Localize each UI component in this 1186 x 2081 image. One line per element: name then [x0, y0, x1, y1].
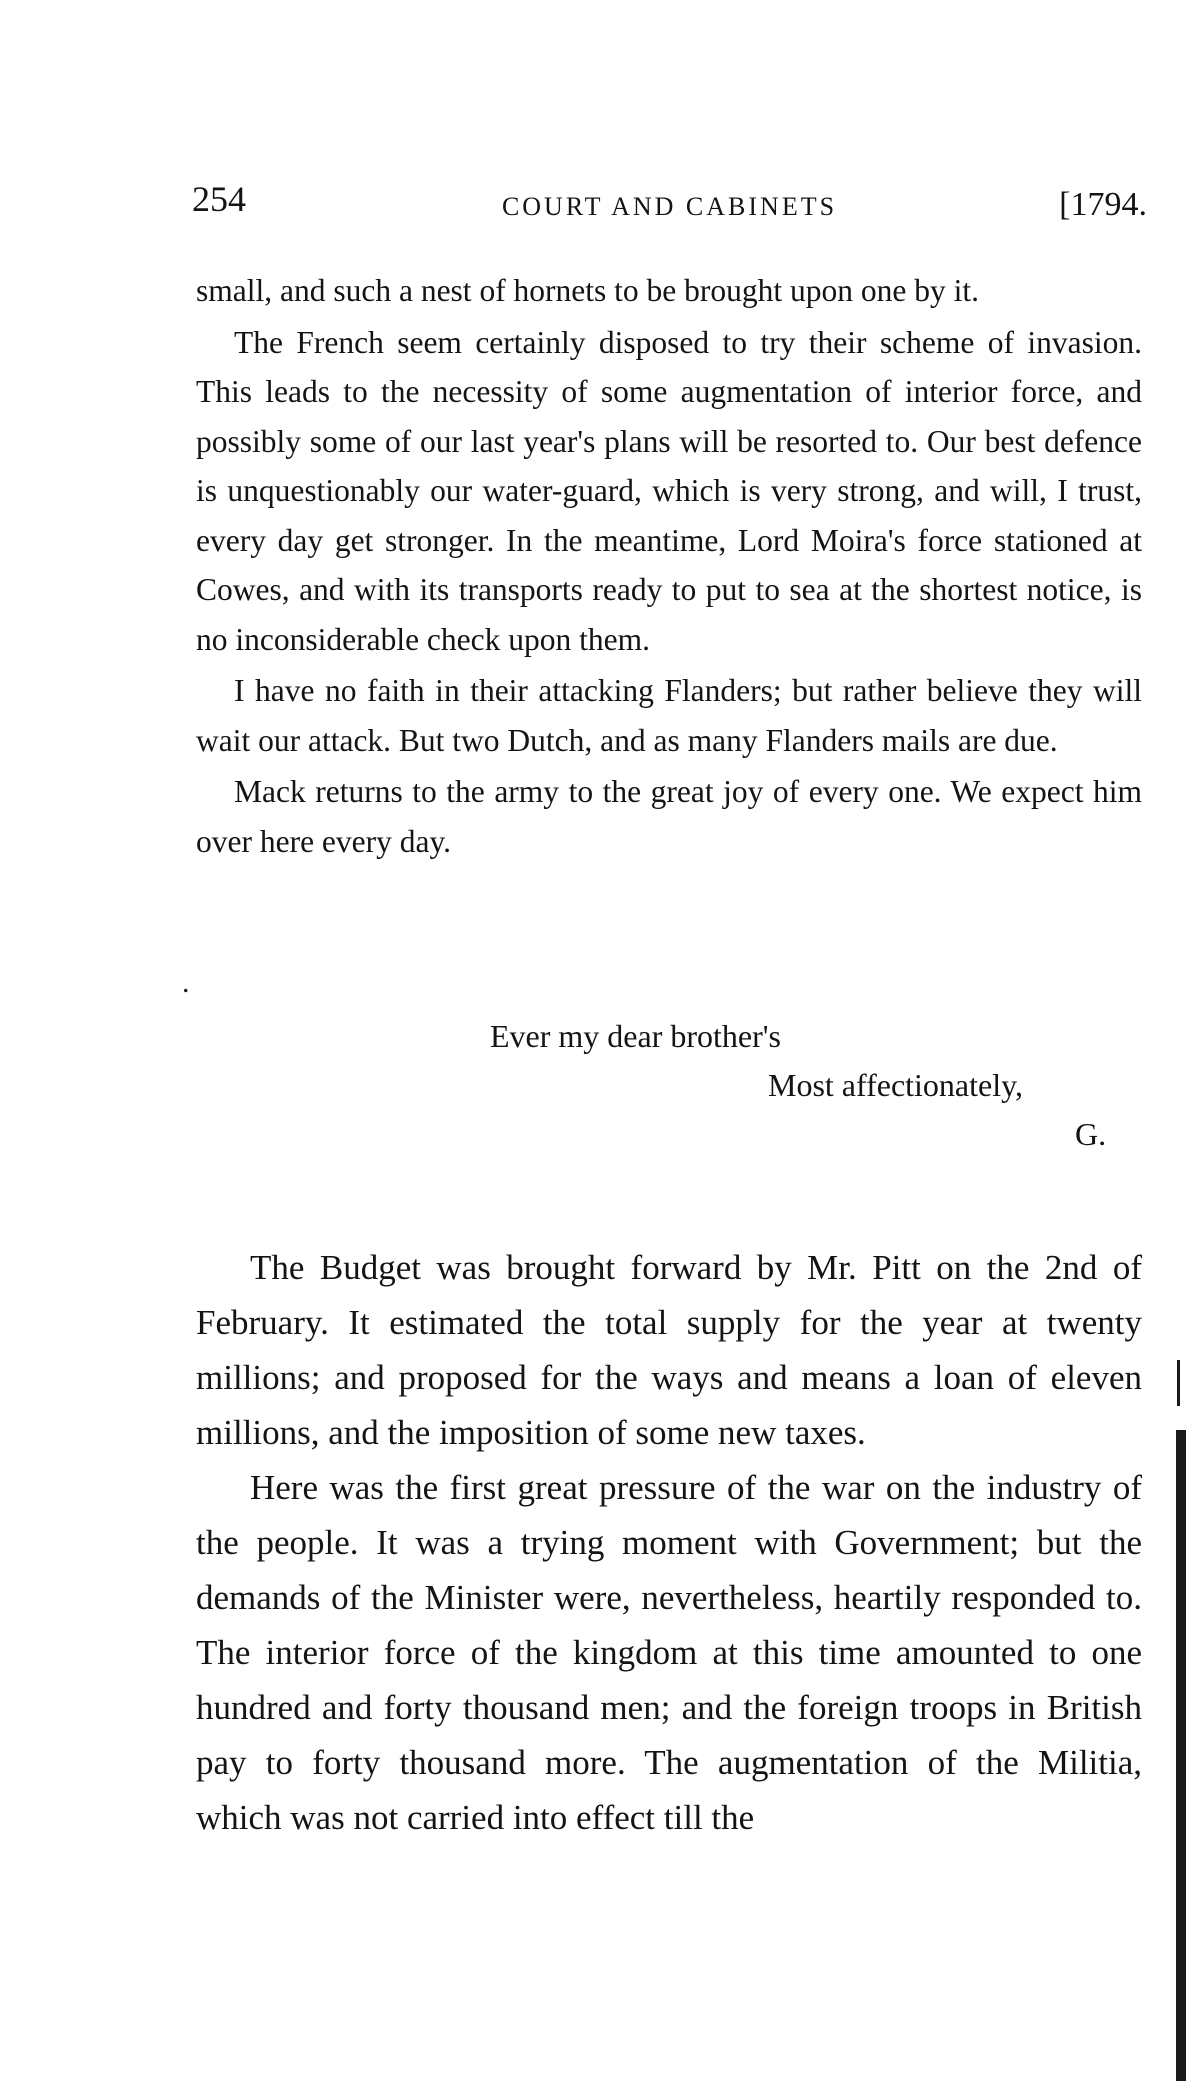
narrative-paragraph-1: The Budget was brought forward by Mr. Pitt on the 2nd of February. It estimated the total supply for the year at twenty millions; and proposed for the ways and means a loan of eleven millions, and the imposition of some new taxes. [196, 1248, 1142, 1452]
page-header [192, 178, 1147, 228]
letter-paragraph-4: Mack returns to the army to the great joy of every one. We expect him over here every day. [196, 774, 1142, 859]
scan-edge-shadow [1176, 1430, 1186, 2081]
signature: G. [1075, 1116, 1107, 1152]
letter-paragraph-3: I have no faith in their attacking Flanders; but rather believe they will wait our attack. But two Dutch, and as many Flanders mails are due. [196, 673, 1142, 758]
narrative-body [196, 1240, 1142, 1845]
header-year: [1794. [1059, 186, 1147, 223]
letter-paragraph-1: small, and such a nest of hornets to be brought upon one by it. [196, 273, 979, 308]
letter-paragraph-2: The French seem certainly disposed to try their scheme of invasion. This leads to the necessity of some augmentation of interior force, and possibly some of our last year's plans will be resorted to. Our best defence is unquestionably our water-guard, which is very strong, and will, I trust, every day get stronger. In the meantime, Lord Moira's force stationed at Cowes, and with its transports ready to put to sea at the shortest notice, is no inconsiderable check upon them. [196, 324, 1142, 657]
narrative-paragraph-2: Here was the first great pressure of the war on the industry of the people. It was a trying moment with Government; but the demands of the Minister were, nevertheless, heartily responded to. The interior force of the kingdom at this time amounted to one hundred and forty thousand men; and the foreign troops in British pay to forty thousand more. The augmentation of the Militia, which was not carried into effect till the [196, 1468, 1142, 1837]
running-title: COURT AND CABINETS [501, 192, 838, 221]
letter-body [196, 266, 1142, 866]
closing-line-2: Most affectionately, [768, 1067, 1024, 1103]
closing-line-1: Ever my dear brother's [490, 1018, 781, 1054]
scan-edge-mark [1177, 1360, 1180, 1406]
margin-mark: . [182, 966, 190, 999]
page-number: 254 [192, 179, 246, 219]
